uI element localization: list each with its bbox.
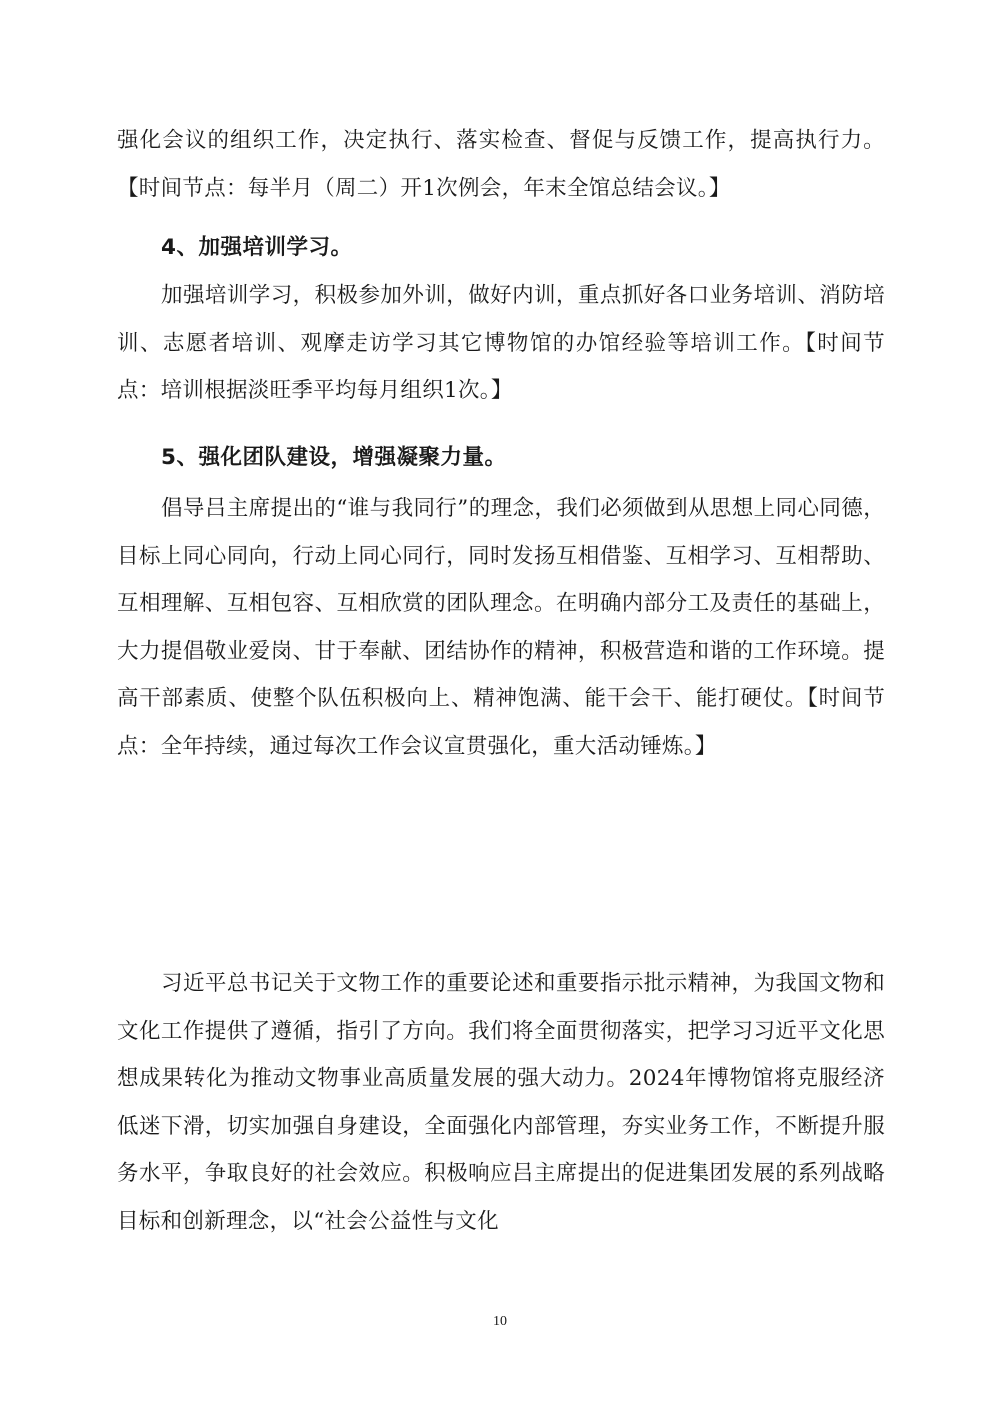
paragraph-meeting-organization: 强化会议的组织工作，决定执行、落实检查、督促与反馈工作，提高执行力。【时间节点：每半月（周二）开1次例会，年末全馆总结会议。】 bbox=[117, 128, 885, 201]
heading-team-building: 5、强化团队建设，增强凝聚力量。 bbox=[161, 445, 507, 470]
page-number: 10 bbox=[493, 1314, 507, 1329]
paragraph-conclusion: 习近平总书记关于文物工作的重要论述和重要指示批示精神，为我国文物和文化工作提供了遵循，指引了方向。我们将全面贯彻落实，把学习习近平文化思想成果转化为推动文物事业高质量发展的强大动力。2024年博物馆将克服经济低迷下滑，切实加强自身建设，全面强化内部管理，夯实业务工作，不断提升服务水平，争取良好的社会效应。积极响应吕主席提出的促进集团发展的系列战略目标和创新理念，以“社会公益性与文化 bbox=[117, 971, 885, 1234]
paragraph-team-building: 倡导吕主席提出的“谁与我同行”的理念，我们必须做到从思想上同心同德，目标上同心同向，行动上同心同行，同时发扬互相借鉴、互相学习、互相帮助、互相理解、互相包容、互相欣赏的团队理念。在明确内部分工及责任的基础上，大力提倡敬业爱岗、甘于奉献、团结协作的精神，积极营造和谐的工作环境。提高干部素质、使整个队伍积极向上、精神饱满、能干会干、能打硬仗。【时间节点：全年持续，通过每次工作会议宣贯强化，重大活动锤炼。】 bbox=[117, 496, 885, 759]
paragraph-training: 加强培训学习，积极参加外训，做好内训，重点抓好各口业务培训、消防培训、志愿者培训、观摩走访学习其它博物馆的办馆经验等培训工作。【时间节点：培训根据淡旺季平均每月组织1次。】 bbox=[117, 283, 885, 404]
heading-training: 4、加强培训学习。 bbox=[161, 235, 353, 260]
